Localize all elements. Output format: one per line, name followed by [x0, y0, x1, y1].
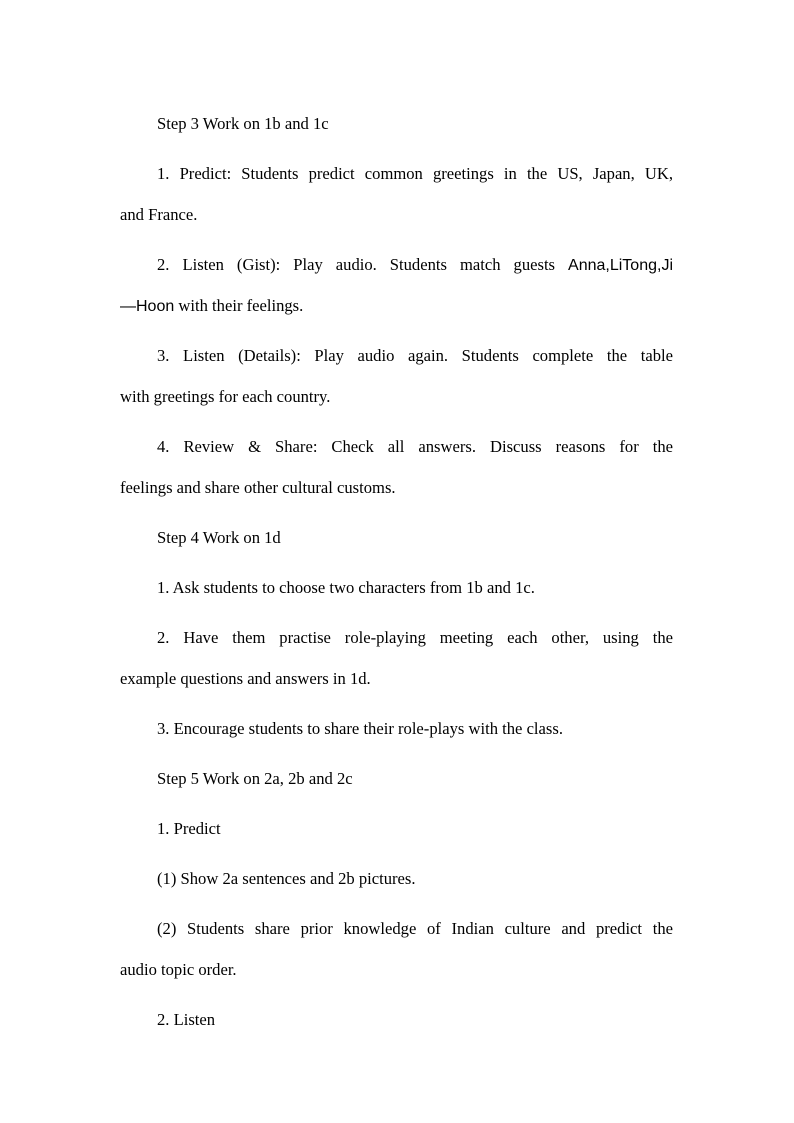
step-3-item-2-line-2 [120, 285, 673, 326]
step-3-item-2-line-1 [120, 244, 673, 285]
step-4-item-3: 3. Encourage students to share their role-plays with the class. [157, 719, 563, 738]
step-3-item-2-text-cont: with their feelings. [178, 296, 304, 315]
step-4-item-1: 1. Ask students to choose two characters from 1b and 1c. [157, 578, 535, 597]
step-3-item-2-text: 2. Listen (Gist): Play audio. Students match guests [157, 255, 556, 274]
step-5-item-1: 1. Predict [157, 819, 221, 838]
step-4-item-2-line-2: example questions and answers in 1d. [120, 669, 371, 688]
step-5-item-2: 2. Listen [157, 1010, 216, 1029]
step-4-heading: Step 4 Work on 1d [157, 528, 281, 547]
step-3-item-1-line-2: and France. [120, 205, 198, 224]
step-3-item-4-line-1: 4. Review & Share: Check all answers. Discuss reasons for the [157, 437, 673, 456]
step-3-item-4-line-2: feelings and share other cultural customs. [120, 478, 396, 497]
step-3-item-2-guest-names: Anna,LiTong,Ji [568, 257, 673, 274]
step-5-sub-1: (1) Show 2a sentences and 2b pictures. [157, 869, 416, 888]
step-5-sub-2-line-2: audio topic order. [120, 960, 237, 979]
step-3-item-3-line-2: with greetings for each country. [120, 387, 331, 406]
step-3-item-1-line-1: 1. Predict: Students predict common greetings in the US, Japan, UK, [157, 164, 673, 183]
step-4-item-2-line-1: 2. Have them practise role-playing meeting each other, using the [157, 628, 673, 647]
document-body [120, 103, 673, 1040]
step-3-item-3-line-1: 3. Listen (Details): Play audio again. Students complete the table [157, 346, 673, 365]
step-3-item-2-guest-name-cont: —Hoon [120, 298, 175, 315]
step-5-sub-2-line-1: (2) Students share prior knowledge of Indian culture and predict the [157, 919, 673, 938]
step-5-heading: Step 5 Work on 2a, 2b and 2c [157, 769, 353, 788]
step-3-heading: Step 3 Work on 1b and 1c [157, 114, 329, 133]
